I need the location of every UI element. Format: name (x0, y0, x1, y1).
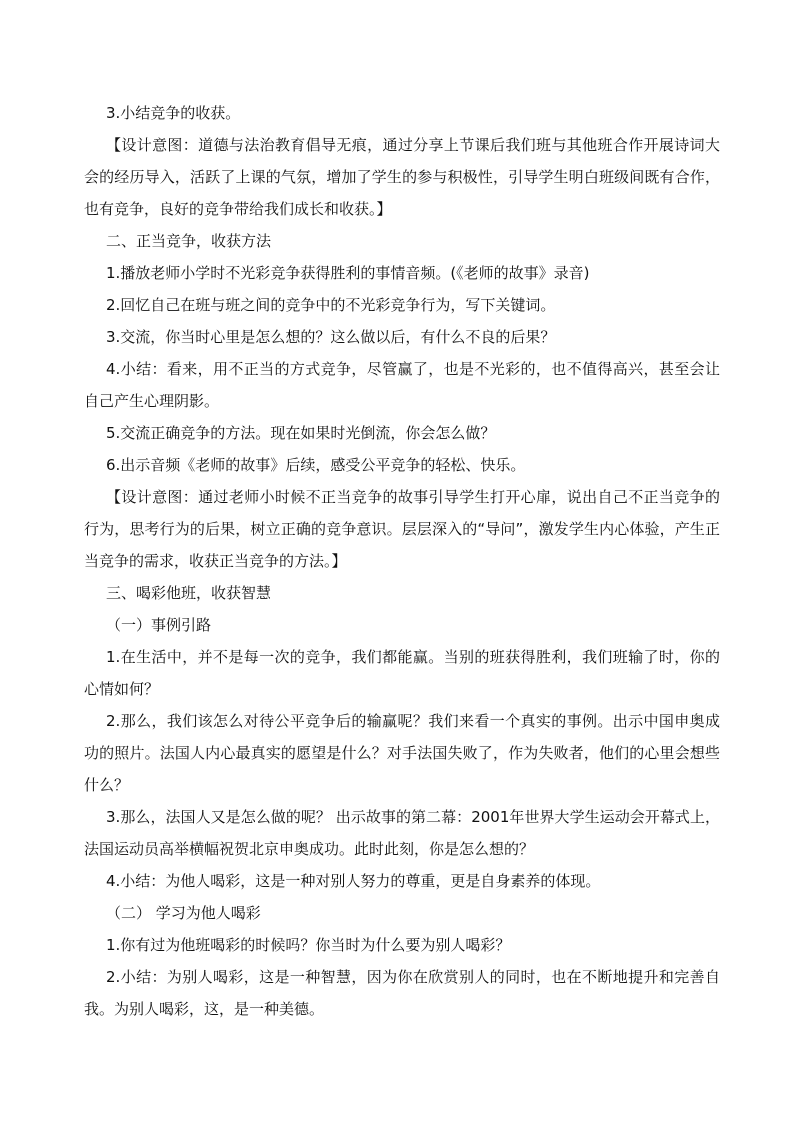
paragraph: 3.交流，你当时心里是怎么想的？这么做以后，有什么不良的后果？ (106, 328, 556, 346)
section-heading: 三、喝彩他班，收获智慧 (106, 584, 272, 602)
paragraph: 3.那么，法国人又是怎么做的呢？ 出示故事的第二幕：2001年世界大学生运动会开幕式上，法国运动员高举横幅祝贺北京申奥成功。此时此刻，你是怎么想的？ (84, 808, 720, 858)
paragraph: 1.你有过为他班喝彩的时候吗？你当时为什么要为别人喝彩？ (106, 936, 511, 954)
paragraph: 4.小结：为他人喝彩，这是一种对别人努力的尊重，更是自身素养的体现。 (106, 872, 601, 890)
section-heading: 二、正当竞争，收获方法 (106, 232, 272, 250)
subsection-heading: （一）事例引路 (106, 616, 212, 634)
paragraph: 1.在生活中，并不是每一次的竞争，我们都能赢。当别的班获得胜利，我们班输了时，你的心情如何？ (84, 648, 720, 698)
document-body (84, 97, 720, 1025)
paragraph: 【设计意图：通过老师小时候不正当竞争的故事引导学生打开心扉，说出自己不正当竞争的行为，思考行为的后果，树立正确的竞争意识。层层深入的“导问”，激发学生内心体验，产生正当竞争的需求，收获正当竞争的方法。】 (84, 488, 720, 570)
paragraph: 5.交流正确竞争的方法。现在如果时光倒流，你会怎么做？ (106, 424, 496, 442)
paragraph: 6.出示音频《老师的故事》后续，感受公平竞争的轻松、快乐。 (106, 456, 526, 474)
paragraph: 1.播放老师小学时不光彩竞争获得胜利的事情音频。(《老师的故事》录音) (106, 264, 590, 282)
paragraph: 【设计意图：道德与法治教育倡导无痕，通过分享上节课后我们班与其他班合作开展诗词大会的经历导入，活跃了上课的气氛，增加了学生的参与积极性，引导学生明白班级间既有合作，也有竞争，良好的竞争带给我们成长和收获。】 (84, 136, 720, 218)
paragraph: 2.回忆自己在班与班之间的竞争中的不光彩竞争行为，写下关键词。 (106, 296, 556, 314)
paragraph: 4.小结：看来，用不正当的方式竞争，尽管赢了，也是不光彩的，也不值得高兴，甚至会让自己产生心理阴影。 (84, 360, 720, 410)
paragraph: 3.小结竞争的收获。 (106, 104, 241, 122)
subsection-heading: （二） 学习为他人喝彩 (106, 904, 261, 922)
paragraph: 2.那么，我们该怎么对待公平竞争后的输赢呢？我们来看一个真实的事例。出示中国申奥成功的照片。法国人内心最真实的愿望是什么？对手法国失败了，作为失败者，他们的心里会想些什么？ (84, 712, 720, 794)
paragraph: 2.小结：为别人喝彩，这是一种智慧，因为你在欣赏别人的同时，也在不断地提升和完善自我。为别人喝彩，这，是一种美德。 (84, 968, 720, 1018)
